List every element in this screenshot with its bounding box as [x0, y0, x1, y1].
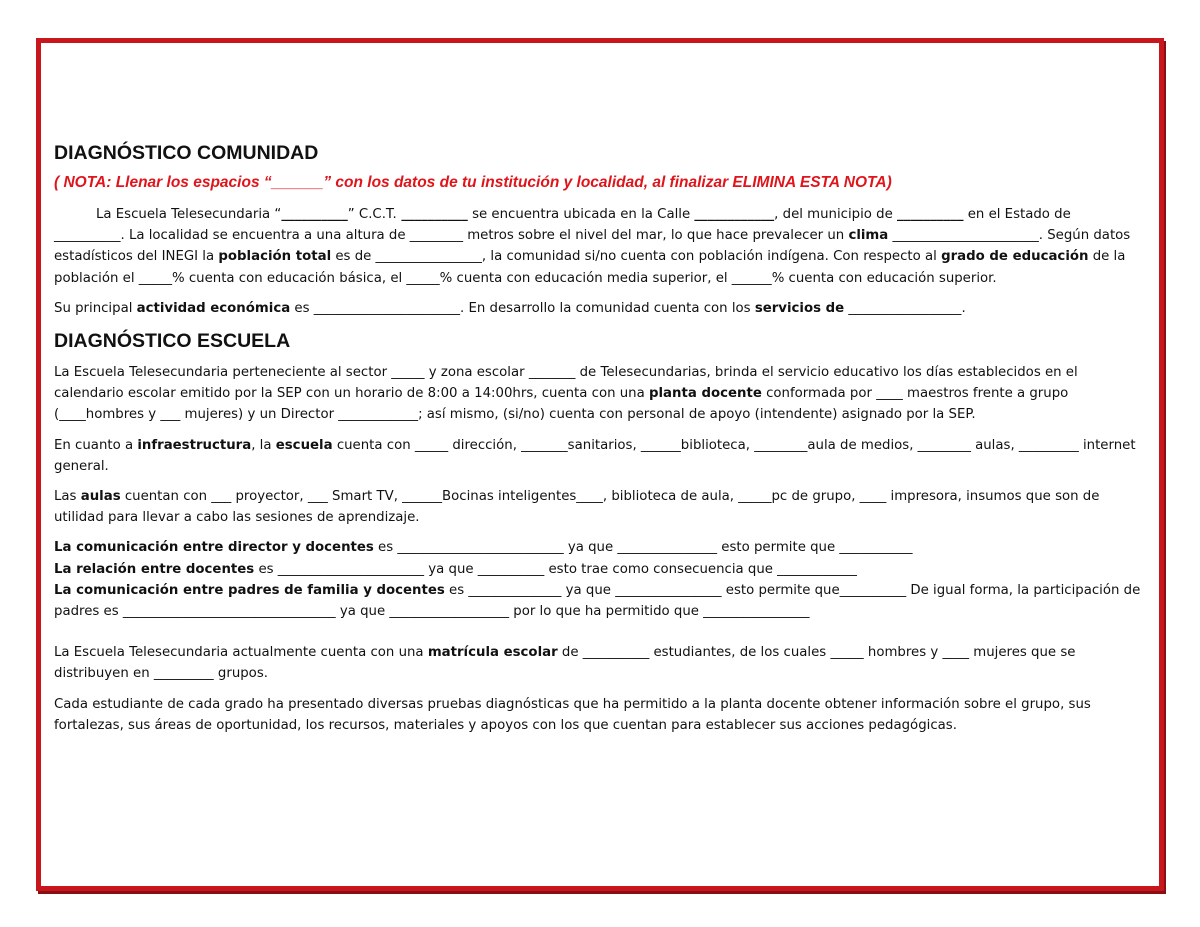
school-paragraph-5: La Escuela Telesecundaria actualmente cuenta con una matrícula escolar de __________ estudiantes, de los cuales _____ hombres y ____ mujeres que se distribuyen en _________ grupos. [54, 645, 1076, 682]
school-title: DIAGNÓSTICO ESCUELA [54, 330, 291, 353]
school-paragraph-6: Cada estudiante de cada grado ha presentado diversas pruebas diagnósticas que ha permitido a la planta docente obtener información sobre el grupo, sus fortalezas, sus áreas de oportunidad, los recursos, materiales y apoyos con los que cuentan para establecer sus acciones pedagógicas. [54, 696, 1091, 733]
school-paragraph-4: La comunicación entre director y docentes es _________________________ ya que _______________ esto permite que ___________ La relación entre docentes es ______________________ ya que __________ esto trae como consecuencia que ____________ La comunicación entre padres de familia y docentes es ______________ ya que ________________ esto permite que__________ De igual forma, la participación de padres es ________________________________ ya que __________________ por lo que ha permitido que ________________ [54, 540, 1141, 620]
fill-note: ( NOTA: Llenar los espacios “______” con los datos de tu institución y localidad, al finalizar ELIMINA ESTA NOTA) [54, 174, 892, 191]
school-paragraph-1: La Escuela Telesecundaria perteneciente al sector _____ y zona escolar _______ de Telesecundarias, brinda el servicio educativo los días establecidos en el calendario escolar emitido por la SEP con un horario de 8:00 a 14:00hrs, cuenta con una planta docente conformada por ____ maestros frente a grupo (____hombres y ___ mujeres) y un Director ____________; así mismo, (si/no) cuenta con personal de apoyo (intendente) asignado por la SEP. [54, 365, 1078, 423]
community-title: DIAGNÓSTICO COMUNIDAD [54, 142, 319, 164]
school-paragraph-3: Las aulas cuentan con ___ proyector, ___ Smart TV, ______Bocinas inteligentes____, biblioteca de aula, _____pc de grupo, ____ impresora, insumos que son de utilidad para llevar a cabo las sesiones de aprendizaje. [54, 489, 1100, 526]
document-body [54, 140, 1144, 745]
community-paragraph-1: La Escuela Telesecundaria “__________” C.C.T. __________ se encuentra ubicada en la Calle ____________, del municipio de __________ en el Estado de __________. La localidad se encuentra a una altura de ________ metros sobre el nivel del mar, lo que hace prevalecer un clima ______________________. Según datos estadísticos del INEGI la población total es de ________________, la comunidad si/no cuenta con población indígena. Con respecto al grado de educación de la población el _____% cuenta con educación básica, el _____% cuenta con educación media superior, el ______% cuenta con educación superior. [54, 207, 1131, 286]
community-paragraph-2: Su principal actividad económica es ______________________. En desarrollo la comunidad cuenta con los servicios de _________________. [54, 300, 966, 316]
school-paragraph-2: En cuanto a infraestructura, la escuela cuenta con _____ dirección, _______sanitarios, ______biblioteca, ________aula de medios, ________ aulas, _________ internet general. [54, 437, 1136, 474]
